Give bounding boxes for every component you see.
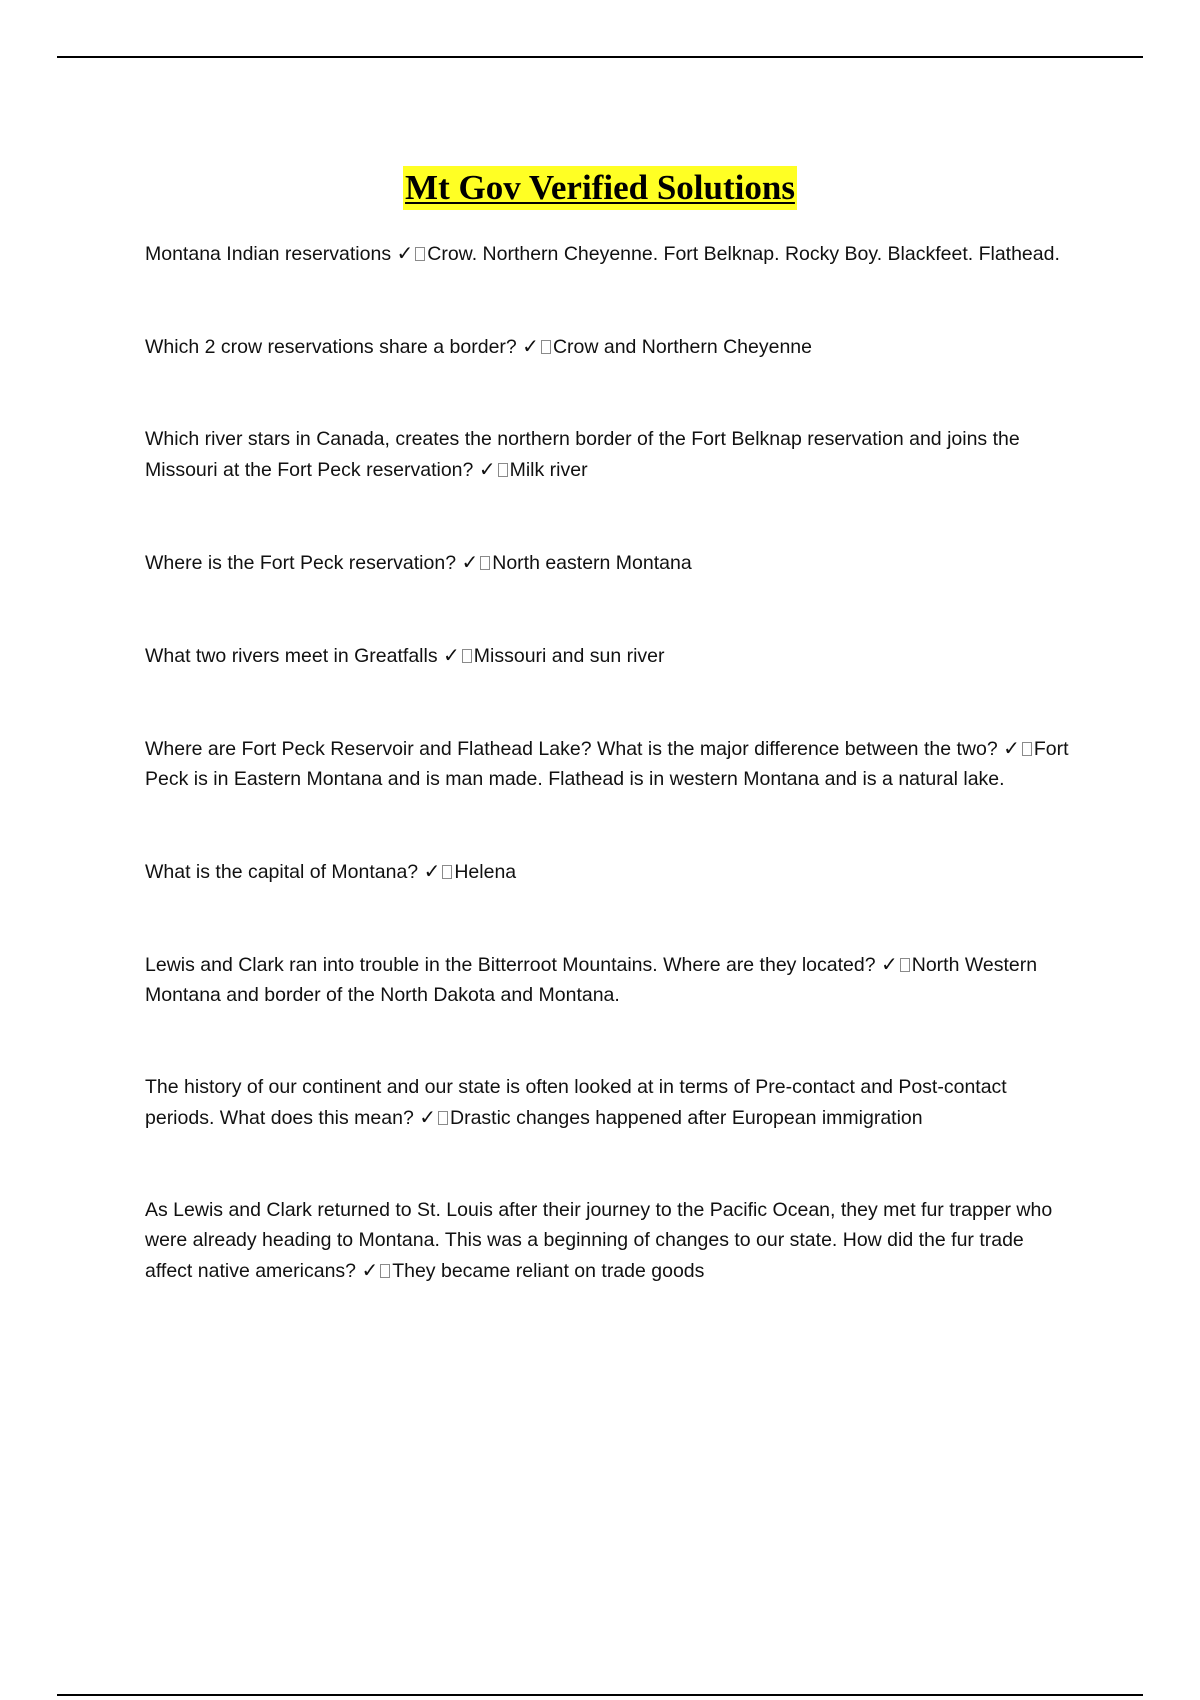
check-mark-icon: ✓ (1003, 736, 1020, 760)
empty-box-icon (480, 556, 490, 570)
question-text: As Lewis and Clark returned to St. Louis after their journey to the Pacific Ocean, they met fur trapper who were already heading to Montana. This was a beginning of changes to our state. How did the fur trade affect native americans? (145, 1199, 1053, 1282)
answer-text: Missouri and sun river (473, 645, 665, 667)
check-mark-icon: ✓ (880, 952, 898, 976)
qa-item (145, 1195, 1075, 1286)
qa-item (145, 640, 1075, 671)
footer-rule (57, 1694, 1143, 1696)
check-mark-icon: ✓ (419, 1105, 436, 1129)
header-rule (57, 56, 1143, 58)
answer-text: Helena (454, 861, 517, 883)
answer-text: They became reliant on trade goods (392, 1260, 705, 1282)
question-text: What two rivers meet in Greatfalls (145, 645, 438, 667)
answer-text: Crow and Northern Cheyenne (552, 336, 812, 358)
question-text: Lewis and Clark ran into trouble in the Bitterroot Mountains. Where are they located? (145, 954, 876, 976)
qa-item (145, 547, 1075, 578)
answer-text: North eastern Montana (492, 552, 692, 574)
qa-item (145, 856, 1075, 887)
empty-box-icon (1022, 742, 1032, 756)
question-text: Montana Indian reservations (145, 243, 392, 265)
empty-box-icon (442, 865, 452, 879)
question-text: Where are Fort Peck Reservoir and Flathead Lake? What is the major difference between the two? (145, 738, 998, 760)
qa-list (145, 238, 1075, 1286)
check-mark-icon: ✓ (522, 334, 539, 358)
empty-box-icon (900, 958, 910, 972)
check-mark-icon: ✓ (461, 550, 479, 574)
empty-box-icon (462, 649, 472, 663)
question-text: The history of our continent and our state is often looked at in terms of Pre-contact and Post-contact periods. What does this mean? (145, 1076, 1007, 1129)
question-text: What is the capital of Montana? (145, 861, 419, 883)
empty-box-icon (541, 340, 551, 354)
title-container (0, 166, 1200, 210)
question-text: Where is the Fort Peck reservation? (145, 552, 457, 574)
empty-box-icon (415, 247, 425, 261)
qa-item (145, 733, 1075, 794)
check-mark-icon: ✓ (443, 643, 460, 667)
question-text: Which river stars in Canada, creates the northern border of the Fort Belknap reservation and joins the Missouri at the Fort Peck reservation? (145, 428, 1020, 481)
answer-text: Milk river (509, 459, 588, 481)
empty-box-icon (438, 1111, 448, 1125)
empty-box-icon (498, 463, 508, 477)
qa-item (145, 424, 1075, 485)
document-title: Mt Gov Verified Solutions (403, 166, 797, 210)
qa-item (145, 1072, 1075, 1133)
check-mark-icon: ✓ (478, 457, 496, 481)
qa-item (145, 238, 1075, 269)
check-mark-icon: ✓ (423, 859, 441, 883)
check-mark-icon: ✓ (361, 1258, 379, 1282)
answer-text: Drastic changes happened after European immigration (450, 1107, 923, 1129)
answer-text: Crow. Northern Cheyenne. Fort Belknap. Rocky Boy. Blackfeet. Flathead. (427, 243, 1060, 265)
question-text: Which 2 crow reservations share a border? (145, 336, 517, 358)
qa-item (145, 331, 1075, 362)
answer-text: Fort Peck is in Eastern Montana and is man made. Flathead is in western Montana and is a natural lake. (145, 738, 1069, 790)
answer-text: North Western Montana and border of the North Dakota and Montana. (145, 954, 1038, 1006)
qa-item (145, 949, 1075, 1010)
empty-box-icon (380, 1264, 390, 1278)
check-mark-icon: ✓ (396, 241, 414, 265)
